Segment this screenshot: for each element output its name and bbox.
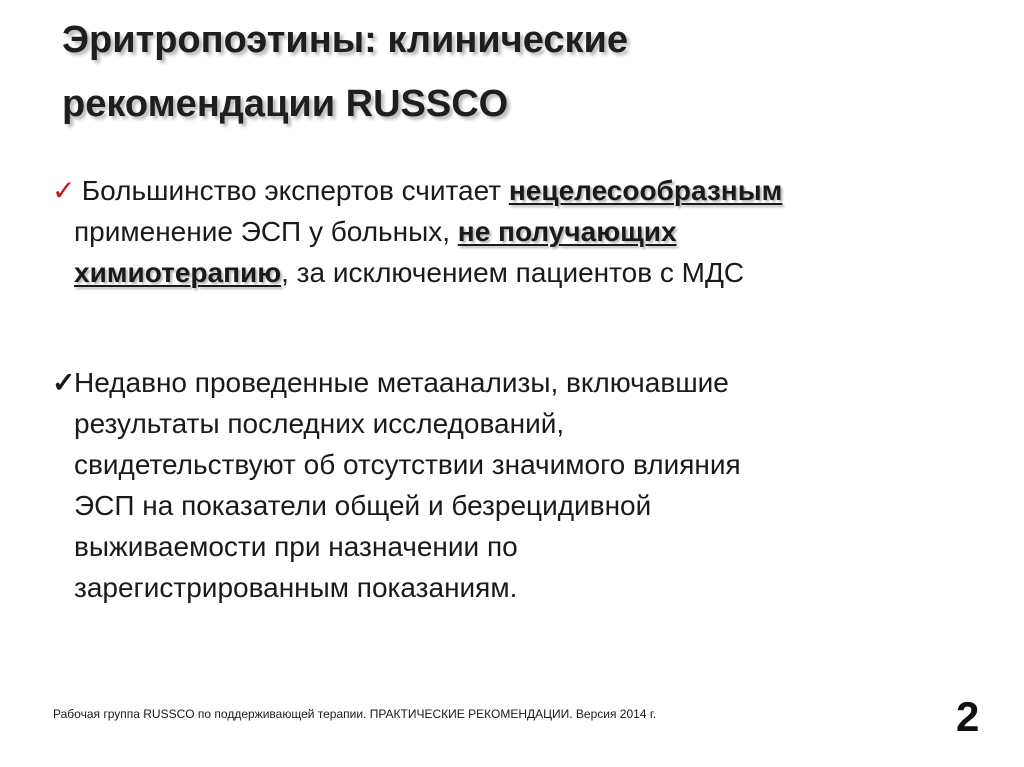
slide-title (62, 8, 962, 136)
bullet-2-line-2: результаты последних исследований, (74, 408, 565, 439)
bullet-1-emphasis-c: химиотерапию (74, 257, 282, 288)
bullet-2-text-1: Недавно проведенные метаанализы, включавшие (74, 367, 729, 398)
bullet-2-line-3: свидетельствуют об отсутствии значимого влияния (74, 449, 741, 480)
bullet-2-line-6: зарегистрированным показаниям. (74, 572, 518, 603)
checkmark-icon: ✓ (52, 367, 76, 398)
footer-citation: Рабочая группа RUSSCO по поддерживающей терапии. ПРАКТИЧЕСКИЕ РЕКОМЕНДАЦИИ. Версия 2014 г. (53, 707, 657, 721)
bullet-1-line-3 (52, 252, 972, 293)
title-line-2: рекомендации RUSSCO (62, 83, 509, 125)
bullet-2-line-5: выживаемости при назначении по (74, 531, 518, 562)
bullet-item-2 (52, 362, 952, 608)
bullet-1-line-1 (52, 170, 972, 211)
bullet-1-emphasis-b: не получающих (457, 216, 677, 247)
bullet-1-emphasis-a: нецелесообразным (508, 175, 783, 206)
bullet-1-line-2 (52, 211, 972, 252)
bullet-2-line-4: ЭСП на показатели общей и безрецидивной (74, 490, 652, 521)
checkmark-icon: ✓ (52, 175, 76, 206)
page-number: 2 (956, 693, 980, 740)
bullet-2-line-1 (52, 362, 952, 403)
bullet-1-text-a: Большинство экспертов считает (74, 175, 509, 206)
bullet-1-text-c: , за исключением пациентов с МДС (281, 257, 745, 288)
bullet-1-text-b: применение ЭСП у больных, (74, 216, 458, 247)
bullet-item-1 (52, 170, 972, 293)
title-line-1: Эритропоэтины: клинические (62, 19, 629, 61)
